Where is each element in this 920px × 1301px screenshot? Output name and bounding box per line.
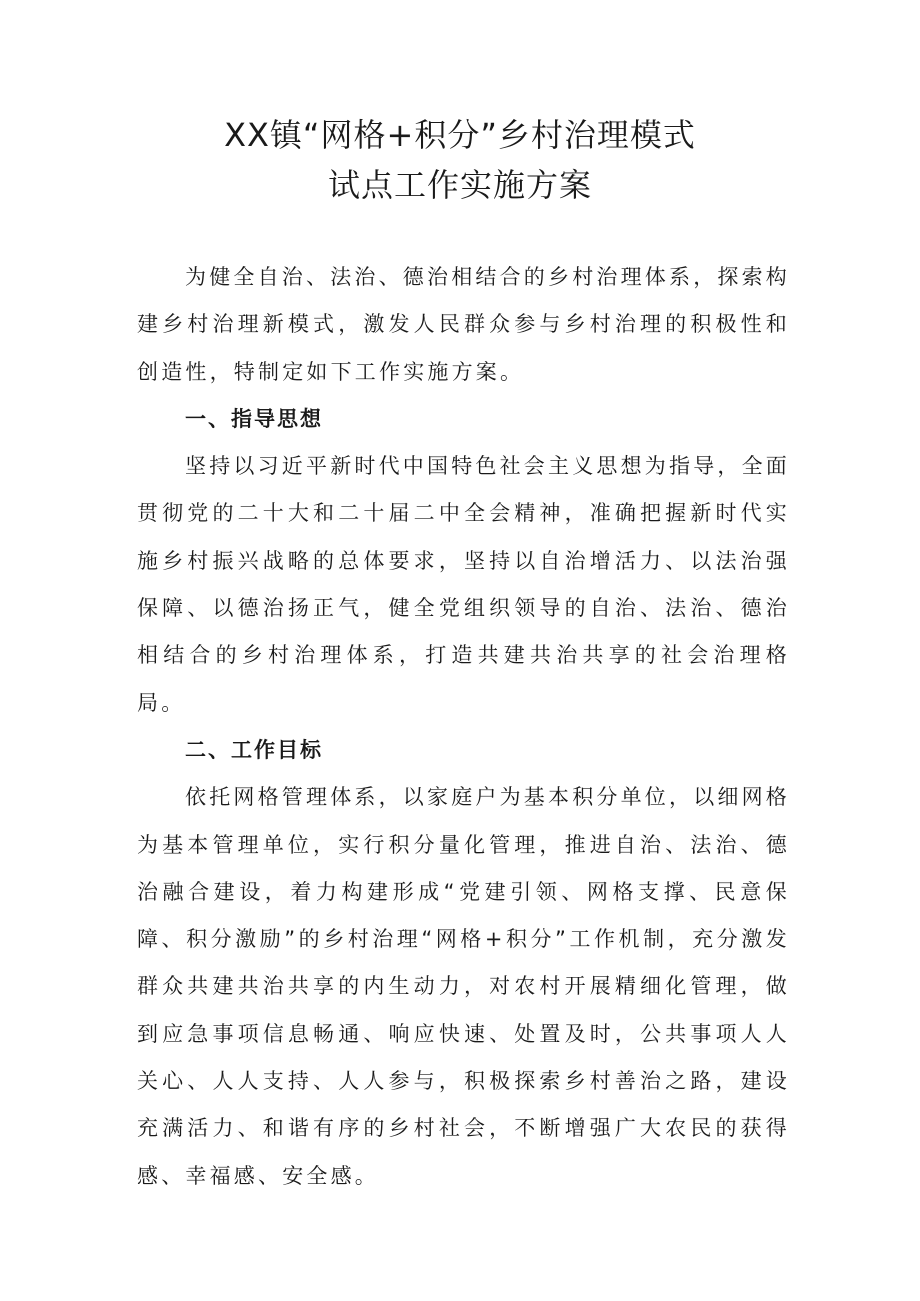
section-heading-guiding-thought: 一、指导思想: [185, 406, 323, 431]
section-heading-work-goals: 二、工作目标: [185, 737, 323, 762]
intro-paragraph: 为健全自治、法治、德治相结合的乡村治理体系，探索构建乡村治理新模式，激发人民群众参与乡村治理的积极性和创造性，特制定如下工作实施方案。: [137, 265, 790, 384]
document-title: [0, 110, 920, 210]
section-body-guiding-thought: 坚持以习近平新时代中国特色社会主义思想为指导，全面贯彻党的二十大和二十届二中全会精神，准确把握新时代实施乡村振兴战略的总体要求，坚持以自治增活力、以法治强保障、以德治扬正气，健全党组织领导的自治、法治、德治相结合的乡村治理体系，打造共建共治共享的社会治理格局。: [137, 454, 790, 715]
title-line-2: 试点工作实施方案: [327, 166, 592, 204]
title-line-1: XX镇“网格+积分”乡村治理模式: [224, 116, 696, 154]
document-body: [137, 254, 790, 1200]
section-body-work-goals: 依托网格管理体系，以家庭户为基本积分单位，以细网格为基本管理单位，实行积分量化管理，推进自治、法治、德治融合建设，着力构建形成“党建引领、网格支撑、民意保障、积分激励”的乡村治理“网格+积分”工作机制，充分激发群众共建共治共享的内生动力，对农村开展精细化管理，做到应急事项信息畅通、响应快速、处置及时，公共事项人人关心、人人支持、人人参与，积极探索乡村善治之路，建设充满活力、和谐有序的乡村社会，不断增强广大农民的获得感、幸福感、安全感。: [137, 785, 790, 1188]
